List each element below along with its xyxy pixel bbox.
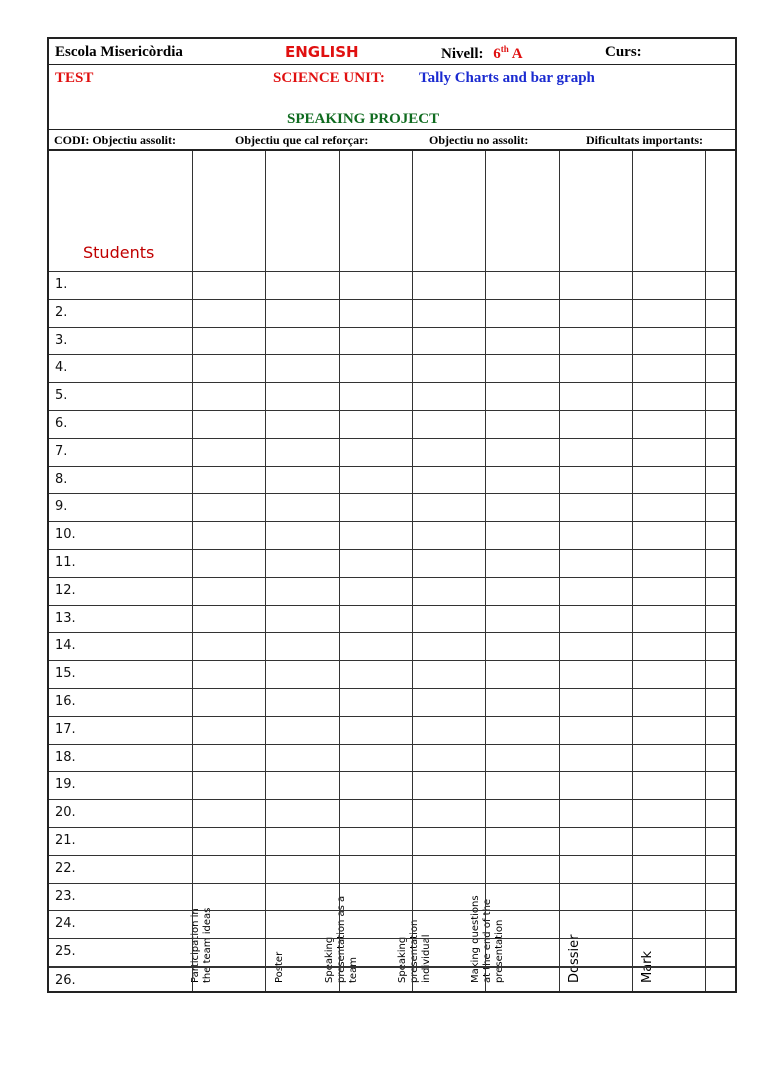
row-number: 25. (55, 944, 76, 960)
code-not-achieved: Objectiu no assolit: (429, 133, 529, 147)
row-number: 9. (55, 499, 68, 515)
row-number: 23. (55, 888, 76, 904)
level-group: A (511, 46, 523, 62)
column-divider (705, 151, 706, 991)
code-achieved: CODI: Objectiu assolit: (54, 133, 176, 147)
students-header: Students (83, 243, 155, 262)
evaluation-sheet (47, 37, 737, 993)
code-reinforce: Objectiu que cal reforçar: (235, 133, 369, 147)
row-number: 16. (55, 694, 76, 709)
row-number: 24. (55, 916, 76, 932)
row-number: 14. (55, 638, 76, 654)
row-number: 2. (55, 304, 68, 320)
row-number: 15. (55, 666, 76, 682)
column-header: Mark (640, 950, 655, 983)
level-value (493, 46, 522, 62)
row-number: 4. (55, 360, 68, 376)
column-header: Speaking presentation as a team (324, 895, 359, 983)
row-number: 11. (55, 555, 76, 570)
project-title: SPEAKING PROJECT (287, 111, 440, 127)
level-number: 6 (493, 46, 501, 62)
students-table (49, 151, 735, 991)
test-label: TEST (55, 70, 94, 86)
column-divider (632, 151, 633, 991)
column-divider (265, 151, 266, 991)
subject-title: ENGLISH (285, 43, 359, 61)
row-number: 21. (55, 833, 76, 848)
column-divider (559, 151, 560, 991)
unit-label: SCIENCE UNIT: (273, 70, 385, 86)
level-label: Nivell: (441, 46, 484, 62)
course-label: Curs: (605, 44, 642, 60)
level-field (441, 44, 523, 63)
unit-title: Tally Charts and bar graph (419, 70, 595, 86)
row-number: 19. (55, 777, 76, 793)
row-number: 10. (55, 527, 76, 543)
row-number: 12. (55, 582, 76, 598)
column-divider (192, 151, 193, 991)
level-suffix: th (500, 44, 509, 54)
column-divider (412, 151, 413, 991)
row-number: 3. (55, 332, 68, 348)
row-number: 18. (55, 749, 76, 765)
column-header: Speaking presentation individual (397, 919, 432, 983)
divider (49, 64, 735, 65)
code-difficulties: Dificultats importants: (586, 133, 703, 147)
row-number: 1. (55, 277, 68, 292)
column-header: Participation in the team ideas (190, 907, 213, 983)
row-number: 20. (55, 805, 76, 821)
row-number: 8. (55, 471, 68, 487)
row-number: 6. (55, 416, 68, 431)
row-number: 17. (55, 721, 76, 737)
column-divider (485, 151, 486, 991)
column-header: Making questions at the end of the presentation (470, 895, 505, 983)
column-header: Dossier (567, 934, 582, 983)
row-number: 26. (55, 973, 76, 988)
column-divider (339, 151, 340, 991)
row-number: 7. (55, 443, 68, 459)
row-number: 13. (55, 610, 76, 626)
row-number: 5. (55, 388, 68, 404)
row-number: 22. (55, 860, 76, 876)
school-name: Escola Misericòrdia (55, 44, 183, 60)
column-header: Poster (274, 951, 285, 983)
divider (49, 129, 735, 130)
